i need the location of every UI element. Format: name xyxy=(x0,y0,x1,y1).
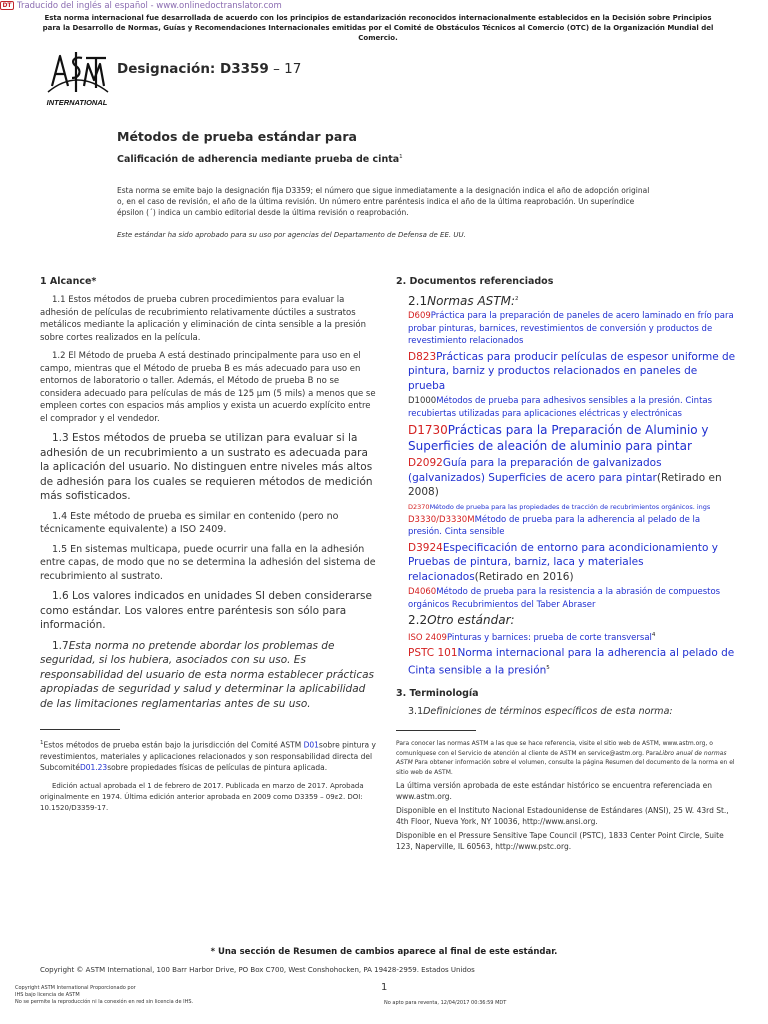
reference-item[interactable] xyxy=(408,395,736,420)
reference-desc[interactable]: Especificación de entorno para acondicionamiento y Pruebas de pintura, barniz, laca y materiales relacionados xyxy=(408,541,718,583)
reference-desc[interactable]: Prácticas para producir películas de espesor uniforme de pintura, barniz y productos relacionados en paneles de prueba xyxy=(408,350,736,392)
reference-status: (Retirado en 2016) xyxy=(474,570,574,583)
issue-note: Esta norma se emite bajo la designación fija D3359; el número que sigue inmediatamente a la designación indica el año de adopción original o, en el caso de revisión, el año de la última revisión. Un número entre paréntesis indica el año de la última reaprobación. Un superíndice épsilon (´) indica un cambio editorial desde la última revisión o reaprobación. xyxy=(117,186,650,217)
preamble: Esta norma internacional fue desarrollada de acuerdo con los principios de estandarización reconocidos internacionalmente establecidos en la Decisión sobre Principios para la Desarrollo de Normas, Guías y Recomendaciones Internacionales emitidas por el Comité de Obstáculos Técnicos al Comercio (OTC) de la Organización Mundial del Comercio. xyxy=(42,14,714,42)
reference-code[interactable]: D2092 xyxy=(408,457,443,469)
terminology-3-1 xyxy=(396,706,736,719)
scope-paragraph-1-2: 1.2 El Método de prueba A está destinado principalmente para uso en el campo, mientras que el Método de prueba B es más adecuado para uso en entornos de laboratorio o taller. Además, el Método de prueba B no se considera adecuado para películas de más de 125 µm (5 mils) a menos que se empleen cortes con espacios más amplios y exista un acuerdo explícito entre el comprador y el vendedor. xyxy=(40,351,376,424)
astm-standards-subheading xyxy=(408,294,736,308)
footnote-4: Disponible en el Instituto Nacional Estadounidense de Estándares (ANSI), 25 W. 43rd St., 4th Floor, Nueva York, NY 10036, http://www.ansi.org. xyxy=(396,806,729,827)
astm-logo xyxy=(42,48,112,108)
designation-label: Designación: D3359 xyxy=(117,61,269,77)
scope-paragraph-1-7 xyxy=(40,639,380,712)
scope-paragraph-1-6: 1.6 Los valores indicados en unidades SI deben considerarse como estándar. Los valores entre paréntesis son sólo para información. xyxy=(40,590,372,631)
footnote-5: Disponible en el Pressure Sensitive Tape Council (PSTC), 1833 Center Point Circle, Suite 123, Naperville, IL 60563, http://www.pstc.org. xyxy=(396,831,724,852)
reference-desc[interactable]: Método de prueba para las propiedades de tracción de recubrimientos orgánicos. ings xyxy=(429,502,711,511)
other-standard-subheading xyxy=(408,613,736,627)
footnote-1 xyxy=(40,738,380,773)
edition-note: Edición actual aprobada el 1 de febrero de 2017. Publicada en marzo de 2017. Aprobada originalmente en 1974. Última edición anterior aprobada en 2009 como D3359 – 09ε2. DOI: 10.1520/D3359-17. xyxy=(40,781,364,812)
references-heading: 2. Documentos referenciados xyxy=(396,276,554,287)
reference-item-iso[interactable] xyxy=(408,629,736,644)
footnote-1-text-a: Estos métodos de prueba están bajo la jurisdicción del Comité ASTM xyxy=(43,740,304,750)
reference-item[interactable] xyxy=(408,541,736,585)
reference-code[interactable]: ISO 2409 xyxy=(408,632,447,643)
reference-code[interactable]: D3330/D3330M xyxy=(408,514,475,525)
reference-code[interactable]: D823 xyxy=(408,350,437,363)
license-block xyxy=(15,985,193,1005)
terminology-number: 3.1 xyxy=(408,705,424,717)
summary-of-changes-note: * Una sección de Resumen de cambios aparece al final de este estándar. xyxy=(210,947,558,957)
terminology-text: Definiciones de términos específicos de esta norma: xyxy=(423,705,673,717)
license-line: No se permite la reproducción ni la conexión en red sin licencia de IHS. xyxy=(15,998,194,1005)
reference-desc[interactable]: Pinturas y barnices: prueba de corte transversal xyxy=(446,632,652,643)
reference-desc[interactable]: Prácticas para la Preparación de Aluminio y Superficies de aleación de aluminio para pintar xyxy=(408,423,709,453)
translator-banner[interactable] xyxy=(0,0,282,11)
scope-paragraph-1-5: 1.5 En sistemas multicapa, puede ocurrir una falla en la adhesión entre capas, de modo que no se determina la adhesión del sistema de recubrimiento al sustrato. xyxy=(40,543,376,582)
other-standard-number: 2.2 xyxy=(408,613,428,627)
translator-icon: DT xyxy=(0,1,14,10)
reference-code[interactable]: D4060 xyxy=(408,587,437,597)
astm-standards-footnote-ref[interactable]: 2 xyxy=(515,296,519,302)
scope-paragraph-1-3: 1.3 Estos métodos de prueba se utilizan para evaluar si la adhesión de un recubrimiento a un sustrato es adecuada para la aplicación del usuario. No distinguen entre niveles más altos de adhesión para los cuales se requieren métodos de medición más sofisticados. xyxy=(40,432,373,502)
committee-d01-link[interactable]: D01 xyxy=(303,740,319,750)
footnote-2 xyxy=(396,739,736,777)
scope-paragraph-1-4: 1.4 Este método de prueba es similar en contenido (pero no técnicamente equivalente) a ISO 2409. xyxy=(40,510,339,535)
scope-heading: 1 Alcance* xyxy=(40,276,97,287)
astm-standards-number: 2.1 xyxy=(408,294,428,308)
scope-1-7-text: Esta norma no pretende abordar los problemas de seguridad, si los hubiera, asociados con su uso. Es responsabilidad del usuario de esta norma establecer prácticas apropiadas de seguridad y salud y determinar la aplicabilidad de las limitaciones reglamentarias antes de su uso. xyxy=(40,639,374,710)
designation-year: – 17 xyxy=(268,61,302,77)
designation xyxy=(117,61,301,77)
logo-subtext: INTERNATIONAL xyxy=(46,98,108,107)
reference-item[interactable] xyxy=(408,422,736,454)
subtitle-text: Calificación de adherencia mediante prueba de cinta xyxy=(117,154,400,166)
reference-desc[interactable]: Método de prueba para la resistencia a la abrasión de compuestos orgánicos Recubrimientos del Taber Abraser xyxy=(408,587,721,610)
subcommittee-d01-23-link[interactable]: D01.23 xyxy=(79,762,108,772)
reference-desc[interactable]: Norma internacional para la adherencia al pelado de Cinta sensible a la presión xyxy=(408,647,735,677)
scope-1-7-number: 1.7 xyxy=(52,639,69,652)
reference-desc[interactable]: Método de prueba para la adherencia al pelado de la presión. Cinta sensible xyxy=(408,514,701,537)
reference-item[interactable] xyxy=(408,502,736,512)
copyright: Copyright © ASTM International, 100 Barr Harbor Drive, PO Box C700, West Conshohocken, PA 19428-2959. Estados Unidos xyxy=(40,966,475,974)
reference-code[interactable]: D609 xyxy=(408,311,431,321)
reference-code[interactable]: D2370 xyxy=(408,502,430,511)
license-line: Copyright ASTM International Proporcionado por xyxy=(15,985,136,991)
right-column xyxy=(396,276,736,852)
footnote-rule-left xyxy=(40,729,120,730)
page-title: Métodos de prueba estándar para xyxy=(117,129,357,144)
reference-item[interactable] xyxy=(408,514,736,539)
footnote-2-italic: Libro anual de normas ASTM xyxy=(396,749,727,767)
other-standard-label: Otro estándar: xyxy=(427,613,515,627)
reference-item[interactable] xyxy=(408,310,736,348)
page-number: 1 xyxy=(381,982,388,993)
reference-code[interactable]: D3924 xyxy=(408,541,443,554)
dod-note: Este estándar ha sido aprobado para su uso por agencias del Departamento de Defensa de EE. UU. xyxy=(117,231,466,239)
footnote-rule-right xyxy=(396,730,476,731)
footnote-2-text-b: Para obtener información sobre el volumen, consulte la página Resumen del documento de la norma en el sitio web de ASTM. xyxy=(396,759,735,776)
reference-code[interactable]: D1730 xyxy=(408,423,448,437)
left-column xyxy=(40,276,380,814)
page-subtitle xyxy=(117,154,403,165)
iso-footnote-ref[interactable]: 4 xyxy=(651,632,656,638)
reference-status: (Retirado en 2008) xyxy=(408,471,722,498)
reference-desc[interactable]: Métodos de prueba para adhesivos sensibles a la presión. Cintas recubiertas utilizadas para aplicaciones eléctricas y electrónicas xyxy=(408,396,713,419)
reference-code[interactable]: PSTC 101 xyxy=(408,647,458,660)
reference-item-pstc[interactable] xyxy=(408,646,736,678)
reference-item[interactable] xyxy=(408,456,736,500)
reference-code[interactable]: D1000 xyxy=(408,396,437,406)
subtitle-footnote-ref[interactable]: 1 xyxy=(399,154,403,160)
license-line: IHS bajo licencia de ASTM xyxy=(15,991,80,998)
reference-item[interactable] xyxy=(408,586,736,611)
footnote-1-marker: 1 xyxy=(40,740,44,746)
resale-notice: No apto para reventa, 12/04/2017 00:36:59 MDT xyxy=(384,1000,507,1006)
reference-desc[interactable]: Práctica para la preparación de paneles de acero laminado en frío para probar pinturas, barnices, revestimientos de conversión y productos de revestimiento relacionados xyxy=(408,311,734,346)
terminology-heading: 3. Terminología xyxy=(396,687,479,699)
reference-desc[interactable]: Guía para la preparación de galvanizados (galvanizados) Superficies de acero para pintar xyxy=(408,457,662,484)
translator-link[interactable]: Traducido del inglés al español - www.onlinedoctranslator.com xyxy=(17,0,282,11)
footnote-3: La última versión aprobada de este estándar histórico se encuentra referenciada en www.astm.org. xyxy=(396,781,713,802)
astm-standards-label: Normas ASTM: xyxy=(427,294,516,308)
reference-item[interactable] xyxy=(408,350,736,394)
footnote-2-text: Para conocer las normas ASTM a las que se hace referencia, visite el sitio web de ASTM, www.astm.org, o comuníquese con el Servicio de atención al cliente de ASTM en service@astm.org. Para xyxy=(396,740,713,757)
footnote-1-text-c: sobre propiedades físicas de películas de pintura aplicada. xyxy=(107,762,328,772)
pstc-footnote-ref[interactable]: 5 xyxy=(546,664,550,671)
scope-paragraph-1-1: 1.1 Estos métodos de prueba cubren procedimientos para evaluar la adhesión de películas de recubrimiento relativamente dúctiles a sustratos metálicos mediante la aplicación y eliminación de cinta sensible a la presión sobre cortes realizados en la película. xyxy=(40,295,366,343)
footnote-1-text-b: sobre pintura y revestimientos, materiales y aplicaciones relacionados y son responsabilidad directa del Subcomité xyxy=(40,740,376,772)
